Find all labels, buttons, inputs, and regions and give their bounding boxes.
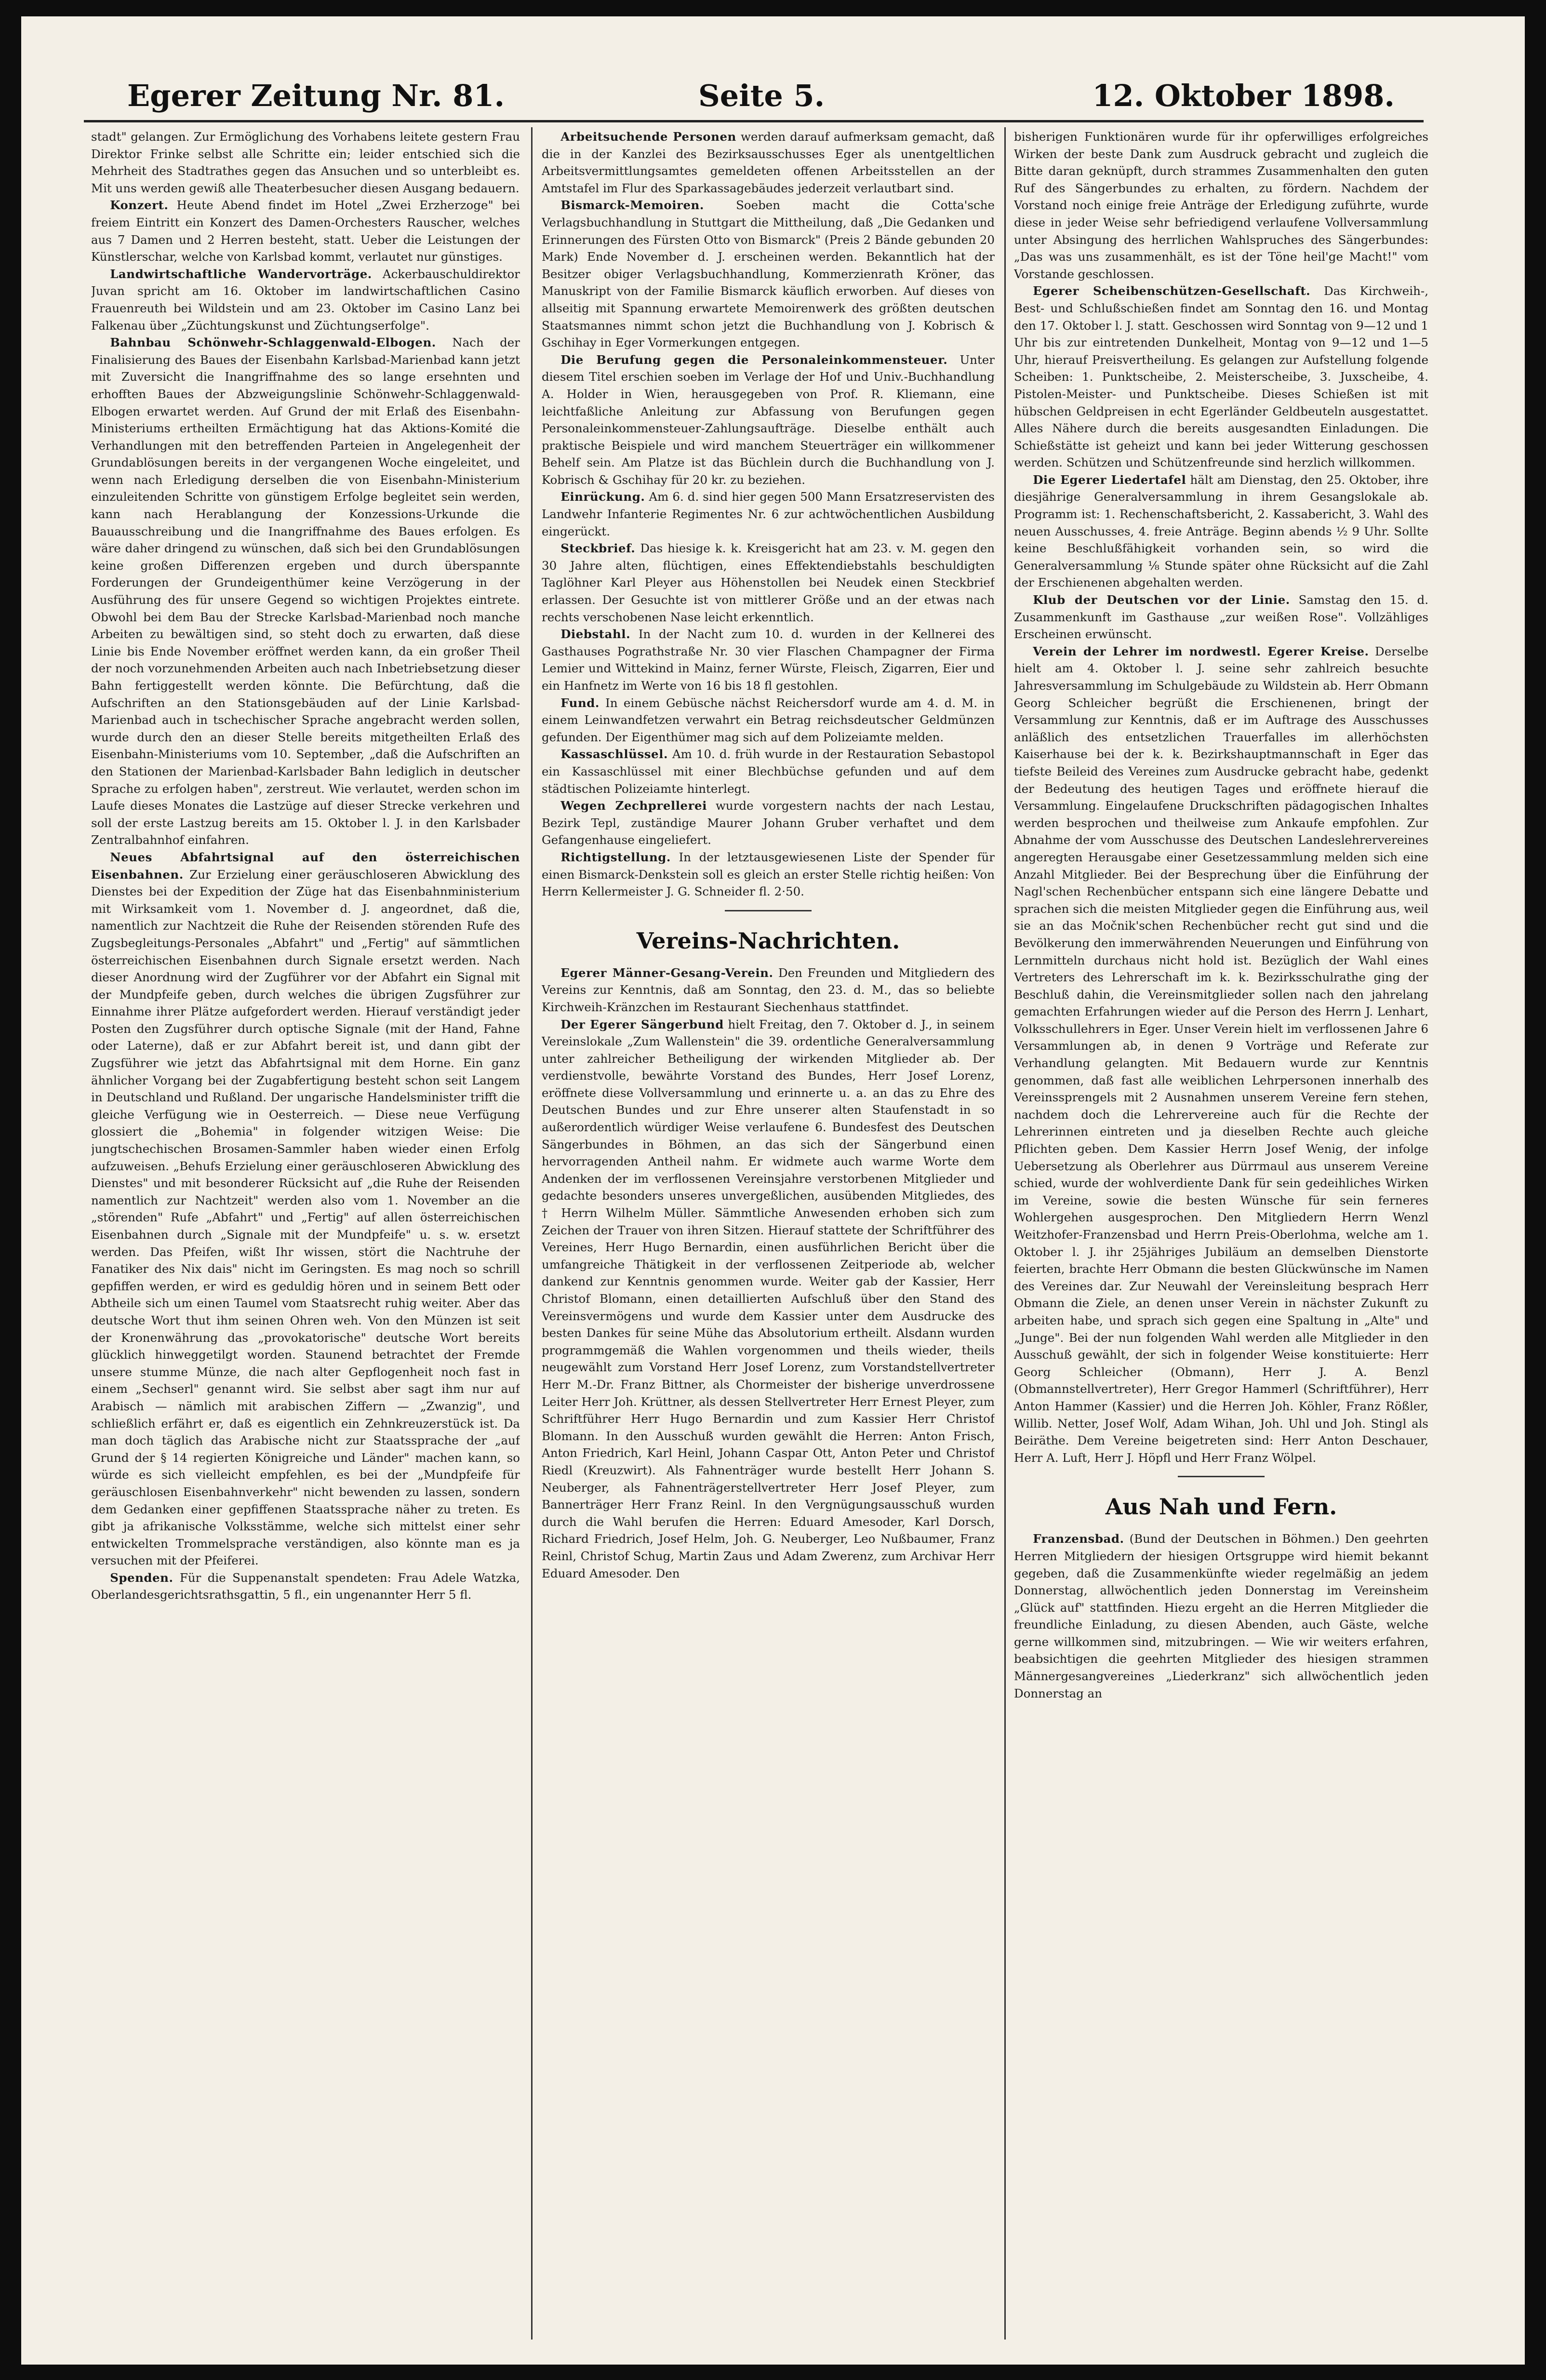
article-heading: Steckbrief. (560, 541, 636, 556)
article-text: wurde vorgestern nachts der nach Lestau, Bezirk Tepl, zuständige Maurer Johann Gruber verhaftet und dem Gefangenhause eingeliefert. (542, 799, 995, 847)
article-heading: Richtigstellung. (560, 850, 671, 864)
article-text: werden darauf aufmerksam gemacht, daß die in der Kanzlei des Bezirksausschusses Eger als unentgeltlichen Arbeitsvermittlungsamtes gemeldeten offenen Arbeitsstellen an der Amtstafel im Flur des Sparkassagebäudes jederzeit verlautbart sind. (542, 130, 995, 195)
article-text: Derselbe hielt am 4. Oktober l. J. seine sehr zahlreich besuchte Jahresversammlung im Schulgebäude zu Wildstein ab. Herr Obmann Georg Schleicher begrüßt die Erschienenen, bringt der Versammlung zur Kenntnis, daß er im Auftrage des Ausschusses anläßlich des entsetzlichen Trauerfalles im allerhöchsten Kaiserhause bei der k. k. Bezirkshauptmannschaft in Eger das tiefste Beileid des Vereines zum Ausdrucke gebracht habe, gedenkt der Bedeutung des heutigen Tages und eröffnete hierauf die Versammlung. Eingelaufene Druckschriften pädagogischen Inhaltes werden besprochen und theilweise zum Ankaufe empfohlen. Zur Abnahme der vom Ausschusse des Deutschen Landeslehrervereines angeregten Herausgabe einer Gesetzessammlung melden sich eine Anzahl Mitglieder. Bei der Besprechung über die Einführung der Nagl'schen Rechenbücher entspann sich eine längere Debatte und sprachen sich die meisten Mitglieder gegen die Einführung aus, weil sie an das Močnik'schen Rechenbücher recht gut sind und die Bevölkerung den immerwährenden Neuerungen und Einführung von Lernmitteln durchaus nicht hold ist. Bezüglich der Wahl eines Vertreters des Lehrerschaft im k. k. Bezirksschulrathe ging der Beschluß dahin, die Vereinsmitglieder sollen nach den jahrelang gemachten Erfahrungen wieder auf die Person des Herrn J. Lenhart, Volksschullehrers in Eger. Unser Verein hielt im verflossenen Jahre 6 Versammlungen ab, in denen 9 Vorträge und Referate zur Verhandlung gelangten. Mit Bedauern wurde zur Kenntnis genommen, daß fast alle weiblichen Lehrpersonen innerhalb des Vereinssprengels mit 2 Ausnahmen unserem Vereine fern stehen, nachdem doch die Lehrervereine auch für die Rechte der Lehrerinnen eintreten und ja dieselben Rechte auch gleiche Pflichten geben. Dem Kassier Herrn Josef Wenig, der infolge Uebersetzung als Oberlehrer aus Dürrmaul aus unserem Vereine schied, wurde der wohlverdiente Dank für sein gedeihliches Wirken im Vereine, sowie die besten Wünsche für sein ferneres Wohlergehen ausgesprochen. Den Mitgliedern Herrn Wenzl Weitzhofer-Franzensbad und Herrn Preis-Oberlohma, welche am 1. Oktober l. J. ihr 25jähriges Jubiläum an demselben Dienstorte feierten, brachte Herr Obmann die besten Glückwünsche im Namen des Vereines dar. Zur Neuwahl der Vereinsleitung besprach Herr Obmann die Ziele, an denen unser Verein in nächster Zukunft zu arbeiten habe, und sprach sich gegen eine Spaltung in „Alte" und „Junge". Bei der nun folgenden Wahl werden alle Mitglieder in den Ausschuß gewählt, der sich in folgender Weise konstituierte: Herr Georg Schleicher (Obmann), Herr J. A. Benzl (Obmannstellvertreter), Herr Gregor Hammerl (Schriftführer), Herr Anton Hammer (Kassier) und die Herren Joh. Köhler, Franz Rößler, Willib. Netter, Josef Wolf, Adam Wihan, Joh. Uhl und Joh. Stingl als Beiräthe. Dem Vereine beigetreten sind: Herr Anton Deschauer, Herr A. Luft, Herr J. Höpfl und Herr Franz Wölpel. (1014, 644, 1428, 1465)
article-heading: Arbeitsuchende Personen (560, 130, 736, 144)
article-text: Nach der Finalisierung des Baues der Eisenbahn Karlsbad-Marienbad kann jetzt mit Zuversicht die Inangriffnahme des so lange ersehnten und erhofften Baues der Abzweigungslinie Schönwehr-Schlaggenwald-Elbogen erwartet werden. Auf Grund der mit Erlaß des Eisenbahn-Ministeriums ertheilten Ermächtigung hat das Aktions-Komité die Verhandlungen mit den betreffenden Parteien in Angelegenheit der Grundablösungen bereits in der vergangenen Woche eingeleitet, und wenn nach Erledigung derselben die von Eisenbahn-Ministerium einzuleitenden Schritte von günstigem Erfolge begleitet sein werden, kann nach Herablangung der Konzessions-Urkunde die Bauausschreibung und die Inangriffnahme des Baues erfolgen. Es wäre daher dringend zu wünschen, daß sich bei den Grundablösungen keine großen Differenzen ergeben und durch überspannte Forderungen der Grundeigenthümer keine Verzögerung in der Ausführung des für unsere Gegend so wichtigen Projektes eintrete. Obwohl bei dem Bau der Strecke Karlsbad-Marienbad noch manche Arbeiten zu bewältigen sind, so steht doch zu erwarten, daß diese Linie bis Ende November eröffnet werden kann, da ein großer Theil der noch vorzunehmenden Arbeiten auch nach Inbetriebsetzung dieser Bahn fertiggestellt werden könnte. Die Befürchtung, daß die Aufschriften an den Stationsgebäuden auf der Linie Karlsbad-Marienbad auch in tschechischer Sprache angebracht werden sollen, wurde durch den an dieser Stelle bereits mitgetheilten Erlaß des Eisenbahn-Ministeriums vom 10. September, „daß die Aufschriften an den Stationen der Marienbad-Karlsbader Bahn lediglich in deutscher Sprache zu erfolgen haben", zerstreut. Wie verlautet, werden schon im Laufe dieses Monates die Lastzüge auf dieser Strecke verkehren und soll der erste Lastzug bereits am 15. Oktober l. J. in den Karlsbader Zentralbahnhof einfahren. (91, 335, 520, 847)
article-bahnbau (91, 334, 520, 849)
article-text: Am 10. d. früh wurde in der Restauration Sebastopol ein Kassaschlüssel mit einer Blechbüchse gefunden und auf dem städtischen Polizeiamte hinterlegt. (542, 747, 995, 796)
article-heading: Franzensbad. (1033, 1532, 1124, 1546)
article-theater-continuation (91, 128, 520, 197)
article-saengerbund (542, 1016, 995, 1582)
section-rule (725, 910, 812, 911)
article-fund (542, 695, 995, 746)
article-arbeitsuchende (542, 128, 995, 197)
article-heading: Der Egerer Sängerbund (560, 1017, 724, 1031)
article-text: Ackerbauschuldirektor Juvan spricht am 16. Oktober im landwirtschaftlichen Casino Frauenreuth bei Wildstein und am 23. Oktober im Casino Lanz bei Falkenau über „Züchtungskunst und Züchtungserfolge". (91, 267, 520, 333)
column-right (1014, 128, 1428, 2336)
article-spenden (91, 1569, 520, 1604)
article-heading: Fund. (560, 695, 600, 710)
article-lehrerverein (1014, 643, 1428, 1467)
article-text: hält am Dienstag, den 25. Oktober, ihre diesjährige Generalversammlung in ihrem Gesangslokale ab. Programm ist: 1. Rechenschaftsbericht, 2. Kassabericht, 3. Wahl des neuen Ausschusses, 4. freie Anträge. Beginn abends ½ 9 Uhr. Sollte keine Beschlußfähigkeit vorhanden sein, so wird die Generalversammlung ⅛ Stunde später ohne Rücksicht auf die Zahl der Erschienenen abgehalten werden. (1014, 472, 1428, 590)
article-heading: Wegen Zechprellerei (560, 799, 707, 813)
article-text: In der letztausgewiesenen Liste der Spender für einen Bismarck-Denkstein soll es gleich an erster Stelle richtig heißen: Von Herrn Kellermeister J. G. Schneider fl. 2·50. (542, 850, 995, 899)
column-divider (531, 127, 533, 2340)
article-heading: Die Egerer Liedertafel (1033, 472, 1186, 487)
column-left (91, 128, 520, 2336)
article-klub-der-deutschen (1014, 591, 1428, 643)
article-text: Samstag den 15. d. Zusammenkunft im Gasthause „zur weißen Rose". Vollzähliges Erscheinen erwünscht. (1014, 593, 1428, 642)
article-heading: Die Berufung gegen die Personaleinkommensteuer. (560, 352, 948, 367)
header-rule (84, 120, 1424, 122)
article-text: Heute Abend findet im Hotel „Zwei Erzherzoge" bei freiem Eintritt ein Konzert des Damen-Orchesters Rauscher, welches aus 7 Damen und 2 Herren besteht, statt. Ueber die Leistungen der Künstlerschar, welche von Karlsbad kommt, verlautet nur günstiges. (91, 198, 520, 264)
article-heading: Diebstahl. (560, 627, 631, 642)
article-maenner-gesang-verein (542, 964, 995, 1016)
article-text: hielt Freitag, den 7. Oktober d. J., in seinem Vereinslokale „Zum Wallenstein" die 39. ordentliche Generalversammlung unter zahlreicher Betheiligung der wirkenden Mitglieder ab. Der verdienstvolle, bewährte Vorstand des Bundes, Herr Josef Lorenz, eröffnete diese Vollversammlung und erinnerte u. a. an das zu Ehre des Deutschen Bundes und zur Ehre unserer alten Staufenstadt in so außerordentlich würdiger Weise verlaufene 6. Bundesfest des Deutschen Sängerbundes in Böhmen, an das sich der Sängerbund einen hervorragenden Antheil nahm. Er widmete auch warme Worte dem Andenken der im verflossenen Vereinsjahre verstorbenen Mitglieder und gedachte besonders unseres unvergeßlichen, ausübenden Mitgliedes, des † Herrn Wilhelm Müller. Sämmtliche Anwesenden erhoben sich zum Zeichen der Trauer von ihren Sitzen. Hierauf stattete der Schriftführer des Vereines, Herr Hugo Bernardin, einen ausführlichen Bericht über die umfangreiche Thätigkeit in der verflossenen Zeitperiode ab, welcher dankend zur Kenntnis genommen wurde. Weiter gab der Kassier, Herr Christof Blomann, einen detaillierten Aufschluß über den Stand des Vereinsvermögens und wurde dem Kassier unter dem Ausdrucke des besten Dankes für seine Mühe das Absolutorium ertheilt. Alsdann wurden programmgemäß die Wahlen vorgenommen und theils wieder, theils neugewählt zum Vorstand Herr Josef Lorenz, zum Vorstandstellvertreter Herr M.-Dr. Franz Bittner, als Chormeister der bisherige unverdrossene Leiter Herr Joh. Krüttner, als dessen Stellvertreter Herr Ernest Pleyer, zum Schriftführer Herr Hugo Bernardin und zum Kassier Herr Christof Blomann. In den Ausschuß wurden gewählt die Herren: Anton Frisch, Anton Friedrich, Karl Heinl, Johann Caspar Ott, Anton Peter und Christof Riedl (Kreuzwirt). Als Fahnenträger wurde bestellt Herr Johann S. Neuberger, als Fahnenträgerstellvertreter Herr Josef Pleyer, zum Bannerträger Herr Franz Reinl. In den Vergnügungsausschuß wurden durch die Wahl berufen die Herren: Eduard Amesoder, Karl Dorsch, Richard Friedrich, Josef Helm, Joh. G. Neuberger, Leo Nußbaumer, Franz Reinl, Christof Schug, Martin Zaus und Adam Zwerenz, zum Archivar Herr Eduard Amesoder. Den (542, 1017, 995, 1580)
article-text: Den Freunden und Mitgliedern des Vereins zur Kenntnis, daß am Sonntag, den 23. d. M., das so beliebte Kirchweih-Kränzchen im Restaurant Siechenhaus stattfindet. (542, 965, 995, 1014)
column-divider (1004, 127, 1006, 2340)
article-abfahrtsignal (91, 849, 520, 1569)
article-heading: Egerer Scheibenschützen-Gesellschaft. (1033, 284, 1311, 298)
article-text: (Bund der Deutschen in Böhmen.) Den geehrten Herren Mitgliedern der hiesigen Ortsgruppe wird hiemit bekannt gegeben, daß die Zusammenkünfte wieder regelmäßig an jedem Donnerstag, allwöchentlich jeden Donnerstag im Vereinsheim „Glück auf" stattfinden. Hiezu ergeht an die Herren Mitglieder die freundliche Einladung, zu diesen Abenden, auch Gäste, welche gerne willkommen sind, mitzubringen. — Wie wir weiters erfahren, beabsichtigen die geehrten Mitglieder des hiesigen strammen Männergesangvereines „Liederkranz" sich allwöchentlich jeden Donnerstag an (1014, 1532, 1428, 1700)
article-text: Soeben macht die Cotta'sche Verlagsbuchhandlung in Stuttgart die Mittheilung, daß „Die Gedanken und Erinnerungen des Fürsten Otto von Bismarck" (Preis 2 Bände gebunden 20 Mark) Ende November d. J. erscheinen werden. Bekanntlich hat der Besitzer obiger Verlagsbuchhandlung, Kommerzienrath Kröner, das Manuskript von der Familie Bismarck käuflich erworben. Auf dieses von allseitig mit Spannung erwartete Memoirenwerk des größten deutschen Staatsmannes nimmt schon jetzt die Buchhandlung von J. Kobrisch & Gschihay in Eger Vormerkungen entgegen. (542, 198, 995, 350)
page-number: Seite 5. (698, 78, 825, 113)
article-wandervortraege (91, 266, 520, 334)
article-konzert (91, 197, 520, 265)
article-text: Das hiesige k. k. Kreisgericht hat am 23. v. M. gegen den 30 Jahre alten, flüchtigen, eines Effektendiebstahls beschuldigten Taglöhner Karl Pleyer aus Höhenstollen bei Neudek einen Steckbrief erlassen. Der Gesuchte ist von mittlerer Größe und an der etwas nach rechts verschobenen Nase leicht erkenntlich. (542, 541, 995, 624)
article-berufung (542, 351, 995, 489)
article-diebstahl (542, 626, 995, 694)
section-title-vereins-nachrichten: Vereins-Nachrichten. (636, 927, 900, 954)
article-text: Unter diesem Titel erschien soeben im Verlage der Hof und Univ.-Buchhandlung A. Holder in Wien, herausgegeben von Prof. R. Kliemann, eine leichtfaßliche Anleitung zur Abfassung von Berufungen gegen Personaleinkommensteuer-Zahlungsaufträge. Dieselbe enthält auch praktische Beispiele und wird manchem Steuerträger ein willkommener Behelf sein. Am Platze ist das Büchlein durch die Buchhandlung von J. Kobrisch & Gschihay für 20 kr. zu beziehen. (542, 352, 995, 487)
article-einrueckung (542, 488, 995, 540)
masthead (127, 69, 1395, 122)
article-saengerbund-continuation (1014, 128, 1428, 282)
article-heading: Kassaschlüssel. (560, 747, 668, 762)
newspaper-title: Egerer Zeitung Nr. 81. (127, 78, 505, 113)
article-text: In der Nacht zum 10. d. wurden in der Kellnerei des Gasthauses Pograthstraße Nr. 30 vier Flaschen Champagner der Firma Lemier und Wittekind in Mainz, ferner Würste, Fleisch, Zigarren, Eier und ein Hanfnetz im Werte von 16 bis 18 fl gestohlen. (542, 627, 995, 693)
article-text: bisherigen Funktionären wurde für ihr opferwilliges erfolgreiches Wirken der beste Dank zum Ausdruck gebracht und zugleich die Bitte daran geknüpft, durch strammes Zusammenhalten den guten Ruf des Sängerbundes zu erhalten, zu fördern. Nachdem der Vorstand noch einige freie Anträge der Erledigung zuführte, wurde diese in jeder Weise sehr befriedigend verlaufene Vollversammlung unter Absingung des herrlichen Wahlspruches des Sängerbundes: „Das was uns zusammenhält, es ist der Töne heil'ge Macht!" vom Vorstande geschlossen. (1014, 130, 1428, 281)
article-heading: Bahnbau Schönwehr-Schlaggenwald-Elbogen. (110, 335, 436, 350)
article-heading: Egerer Männer-Gesang-Verein. (560, 965, 773, 980)
article-text: stadt" gelangen. Zur Ermöglichung des Vorhabens leitete gestern Frau Direktor Frinke selbst alle Schritte ein; leider entschied sich die Mehrheit des Stadtrathes gegen das Ansuchen und so unterbleibt es. Mit uns werden gewiß alle Theaterbesucher diesen Ausgang bedauern. (91, 130, 520, 195)
article-text: Für die Suppenanstalt spendeten: Frau Adele Watzka, Oberlandesgerichtsrathsgattin, 5 fl., ein ungenannter Herr 5 fl. (91, 1570, 520, 1602)
article-richtigstellung (542, 849, 995, 900)
article-heading: Klub der Deutschen vor der Linie. (1033, 593, 1290, 607)
article-franzensbad (1014, 1530, 1428, 1702)
article-heading: Spenden. (110, 1570, 173, 1585)
article-steckbrief (542, 540, 995, 626)
article-zechprellerei (542, 797, 995, 849)
article-kassaschluessel (542, 746, 995, 797)
article-bismarck-memoiren (542, 197, 995, 351)
article-text: Zur Erzielung einer geräuschloseren Abwicklung des Dienstes bei der Expedition der Züge hat das Eisenbahnministerium mit Wirksamkeit vom 1. November d. J. angeordnet, daß die, namentlich zur Nachtzeit die Ruhe der Reisenden störenden Rufe des Zugsbegleitungs-Personales „Abfahrt" und „Fertig" auf sämmtlichen österreichischen Eisenbahnen durch Signale ersetzt werden. Nach dieser Anordnung wird der Zugführer vor der Abfahrt ein Signal mit der Mundpfeife geben, durch welches die übrigen Zugsführer zur Einnahme ihrer Plätze aufgefordert werden. Hierauf verständigt jeder Posten den Zugsführer durch optische Signale (mit der Hand, Fahne oder Laterne), daß er zur Abfahrt bereit ist, und dann gibt der Zugsführer wie jetzt das Abfahrtsignal mit dem Horne. Ein ganz ähnlicher Vorgang bei der Zugabfertigung besteht schon seit Langem in Deutschland und Rußland. Der ungarische Handelsminister trifft die gleiche Verfügung wie in Oesterreich. — Diese neue Verfügung glossiert die „Bohemia" in folgender witzigen Weise: Die jungtschechischen Brosamen-Sammler haben wieder einen Erfolg aufzuweisen. „Behufs Erzielung einer geräuschloseren Abwicklung des Dienstes" und mit besonderer Rücksicht auf „die Ruhe der Reisenden namentlich zur Nachtzeit" werden also vom 1. November an die „störenden" Rufe „Abfahrt" und „Fertig" auf allen österreichischen Eisenbahnen durch „Signale mit der Mundpfeife" u. s. w. ersetzt werden. Das Pfeifen, wißt Ihr wissen, stört die Nachtruhe der Fanatiker des Nix dais" nicht im Geringsten. Es mag noch so schrill gepfiffen werden, er wird es geduldig hören und in seinem Bett oder Abtheile sich um einen Taumel vom Staatsrecht ruhig weiter. Aber das deutsche Wort thut ihm seinen Ohren weh. Von den Münzen ist seit der Kronenwährung das „provokatorische" deutsche Wort bereits glücklich hinweggetilgt worden. Staunend betrachtet der Fremde unsere stumme Münze, die nach alter Gepflogenheit noch fast in einem „Sechserl" genannt wird. Sie selbst aber sagt ihm nur auf Arabisch — nämlich mit arabischen Ziffern — „Zwanzig", und schließlich erfährt er, daß es eigentlich ein Zehnkreuzerstück ist. Da man doch täglich das Arabische nicht zur Staatssprache der „auf Grund der § 14 regierten Königreiche und Länder" machen kann, so würde es sich vielleicht empfehlen, es bei der „Mundpfeife für geräuschlosen Eisenbahnverkehr" nicht bewenden zu lassen, sondern dem Gedanken einer gepfiffenen Staatssprache näher zu treten. Es gibt ja afrikanische Volksstämme, welche sich mittelst einer sehr entwickelten Trommelsprache verständigen, also könnte man es ja versuchen mit der Pfeiferei. (91, 867, 520, 1568)
issue-date: 12. Oktober 1898. (1092, 78, 1395, 113)
article-heading: Neues Abfahrtsignal auf den österreichischen Eisenbahnen. (91, 850, 520, 882)
article-text: Am 6. d. sind hier gegen 500 Mann Ersatzreservisten des Landwehr Infanterie Regimentes Nr. 6 zur achtwöchentlichen Ausbildung eingerückt. (542, 490, 995, 538)
column-middle (542, 128, 995, 2336)
section-title-aus-nah-und-fern: Aus Nah und Fern. (1105, 1494, 1337, 1520)
article-heading: Landwirtschaftliche Wandervorträge. (110, 267, 372, 281)
section-rule (1178, 1476, 1265, 1477)
article-text: Das Kirchweih-, Best- und Schlußschießen findet am Sonntag den 16. und Montag den 17. Oktober l. J. statt. Geschossen wird Sonntag von 9—12 und 1 Uhr bis zur eintretenden Dunkelheit, Montag von 9—12 und 1—5 Uhr, hierauf Preisvertheilung. Es gelangen zur Aufstellung folgende Scheiben: 1. Punktscheibe, 2. Meisterscheibe, 3. Juxscheibe, 4. Pistolen-Meister- und Punktscheibe. Dieses Schießen ist mit hübschen Geldpreisen in echt Egerländer Geldbeuteln ausgestattet. Alles Nähere durch die bereits ausgesandten Einladungen. Die Schießstätte ist geheizt und kann bei jeder Witterung geschossen werden. Schützen und Schützenfreunde sind herzlich willkommen. (1014, 284, 1428, 470)
article-heading: Einrückung. (560, 490, 645, 504)
article-scheibenschuetzen (1014, 282, 1428, 471)
article-heading: Verein der Lehrer im nordwestl. Egerer Kreise. (1033, 644, 1369, 658)
article-text: In einem Gebüsche nächst Reichersdorf wurde am 4. d. M. in einem Leinwandfetzen verwahrt ein Betrag reichsdeutscher Geldmünzen gefunden. Der Eigenthümer mag sich auf dem Polizeiamte melden. (542, 695, 995, 744)
article-liedertafel (1014, 471, 1428, 591)
newspaper-page (21, 16, 1525, 2365)
article-heading: Bismarck-Memoiren. (560, 198, 704, 213)
article-heading: Konzert. (110, 198, 169, 213)
